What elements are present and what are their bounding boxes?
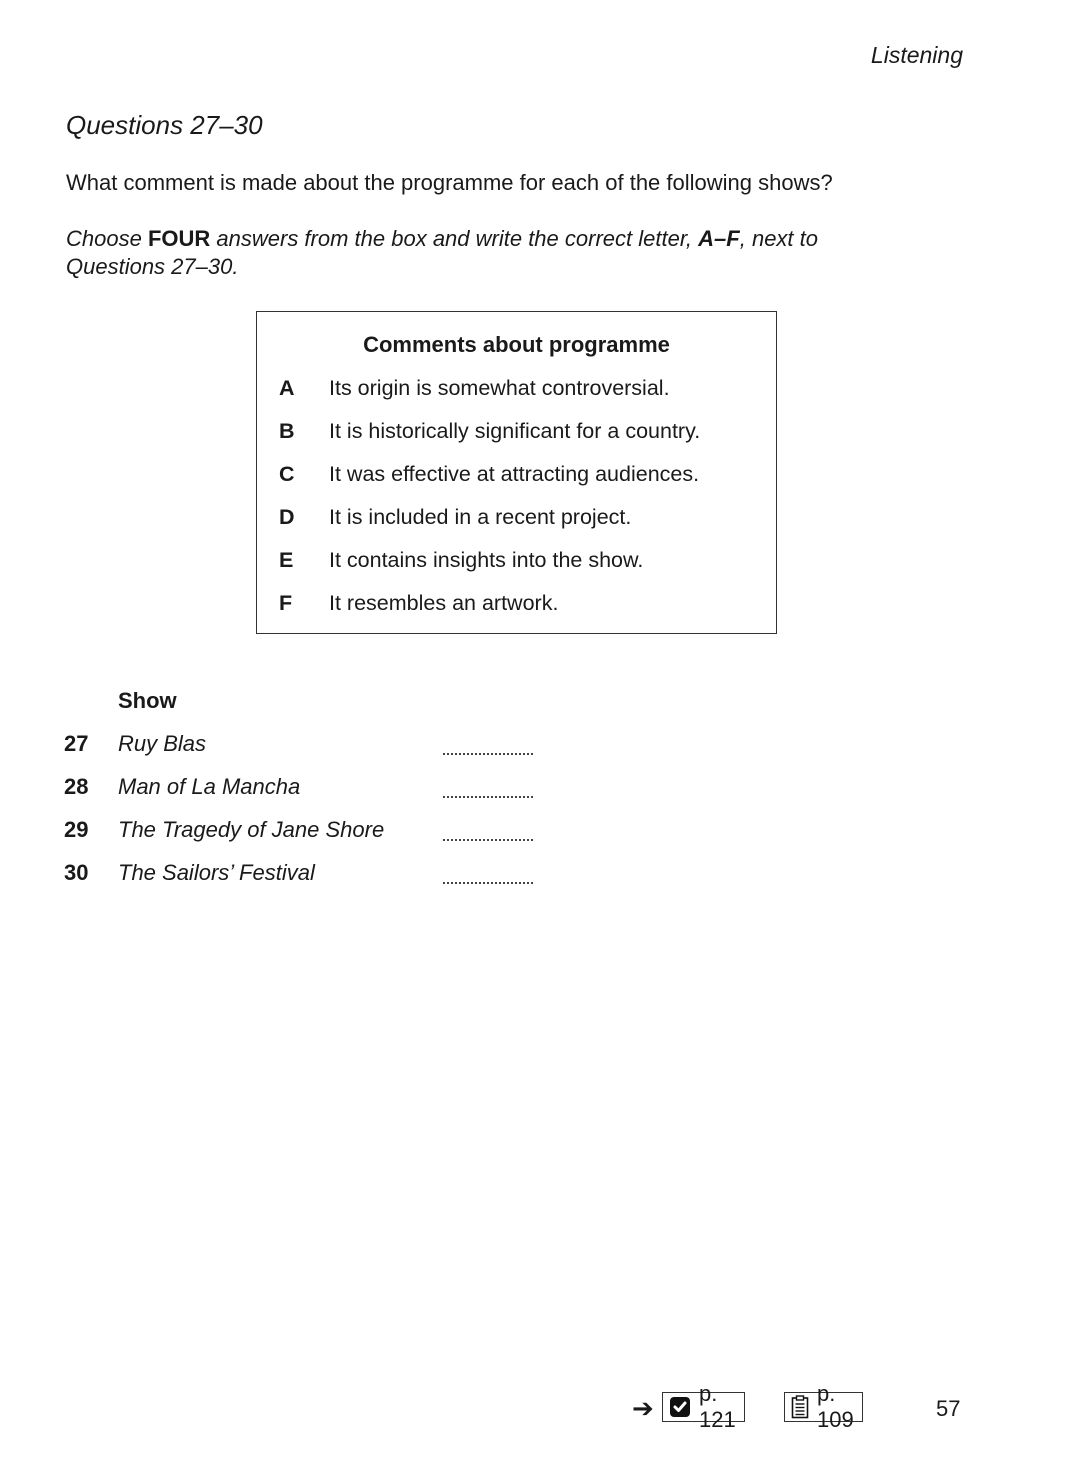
option-letter: E — [279, 548, 294, 572]
show-row-28 — [64, 774, 564, 806]
page-number: 57 — [936, 1396, 961, 1421]
show-title: The Tragedy of Jane Shore — [118, 817, 385, 842]
options-box-title: Comments about programme — [363, 332, 670, 357]
instruction-part3: , next to Questions 27–30. — [66, 226, 819, 279]
transcript-page: p. 109 — [817, 1381, 854, 1432]
question-number: 27 — [64, 731, 89, 756]
show-row-27 — [64, 731, 564, 763]
instruction-part1: Choose — [66, 226, 148, 251]
instruction-bold1: FOUR — [147, 226, 211, 251]
option-text: It resembles an artwork. — [329, 591, 559, 615]
show-title: The Sailors’ Festival — [118, 860, 315, 885]
shows-heading: Show — [118, 688, 177, 713]
option-text: It was effective at attracting audiences. — [329, 462, 700, 486]
instruction-part2: answers from the box and write the correct letter, — [210, 226, 699, 251]
instruction-bold2: A–F — [698, 226, 740, 251]
options-box — [256, 311, 777, 634]
option-text: It is historically significant for a country. — [329, 419, 701, 443]
show-title: Ruy Blas — [118, 731, 207, 756]
answer-key-icon — [669, 1396, 691, 1418]
option-letter: D — [279, 505, 295, 529]
question-number: 29 — [64, 817, 89, 842]
question-number: 30 — [64, 860, 89, 885]
section-label: Listening — [870, 42, 963, 68]
option-letter: F — [279, 591, 293, 615]
instruction — [66, 225, 886, 281]
transcript-icon — [791, 1395, 809, 1419]
option-letter: C — [279, 462, 295, 486]
answer-blank[interactable] — [443, 792, 533, 798]
option-text: It is included in a recent project. — [329, 505, 632, 529]
show-title: Man of La Mancha — [118, 774, 301, 799]
questions-heading: Questions 27–30 — [66, 110, 263, 140]
question-prompt: What comment is made about the programme for each of the following shows? — [66, 170, 833, 195]
option-letter: A — [279, 376, 295, 400]
option-text: Its origin is somewhat controversial. — [329, 376, 670, 400]
show-row-29 — [64, 817, 564, 849]
arrow-right-icon: ➔ — [632, 1393, 654, 1423]
question-number: 28 — [64, 774, 89, 799]
option-letter: B — [279, 419, 295, 443]
answer-blank[interactable] — [443, 835, 533, 841]
answer-blank[interactable] — [443, 749, 533, 755]
answer-key-page: p. 121 — [699, 1381, 736, 1432]
option-text: It contains insights into the show. — [329, 548, 644, 572]
answer-key-reference[interactable] — [662, 1381, 745, 1432]
answer-blank[interactable] — [443, 878, 533, 884]
transcript-reference[interactable] — [784, 1381, 863, 1432]
show-row-30 — [64, 860, 564, 892]
